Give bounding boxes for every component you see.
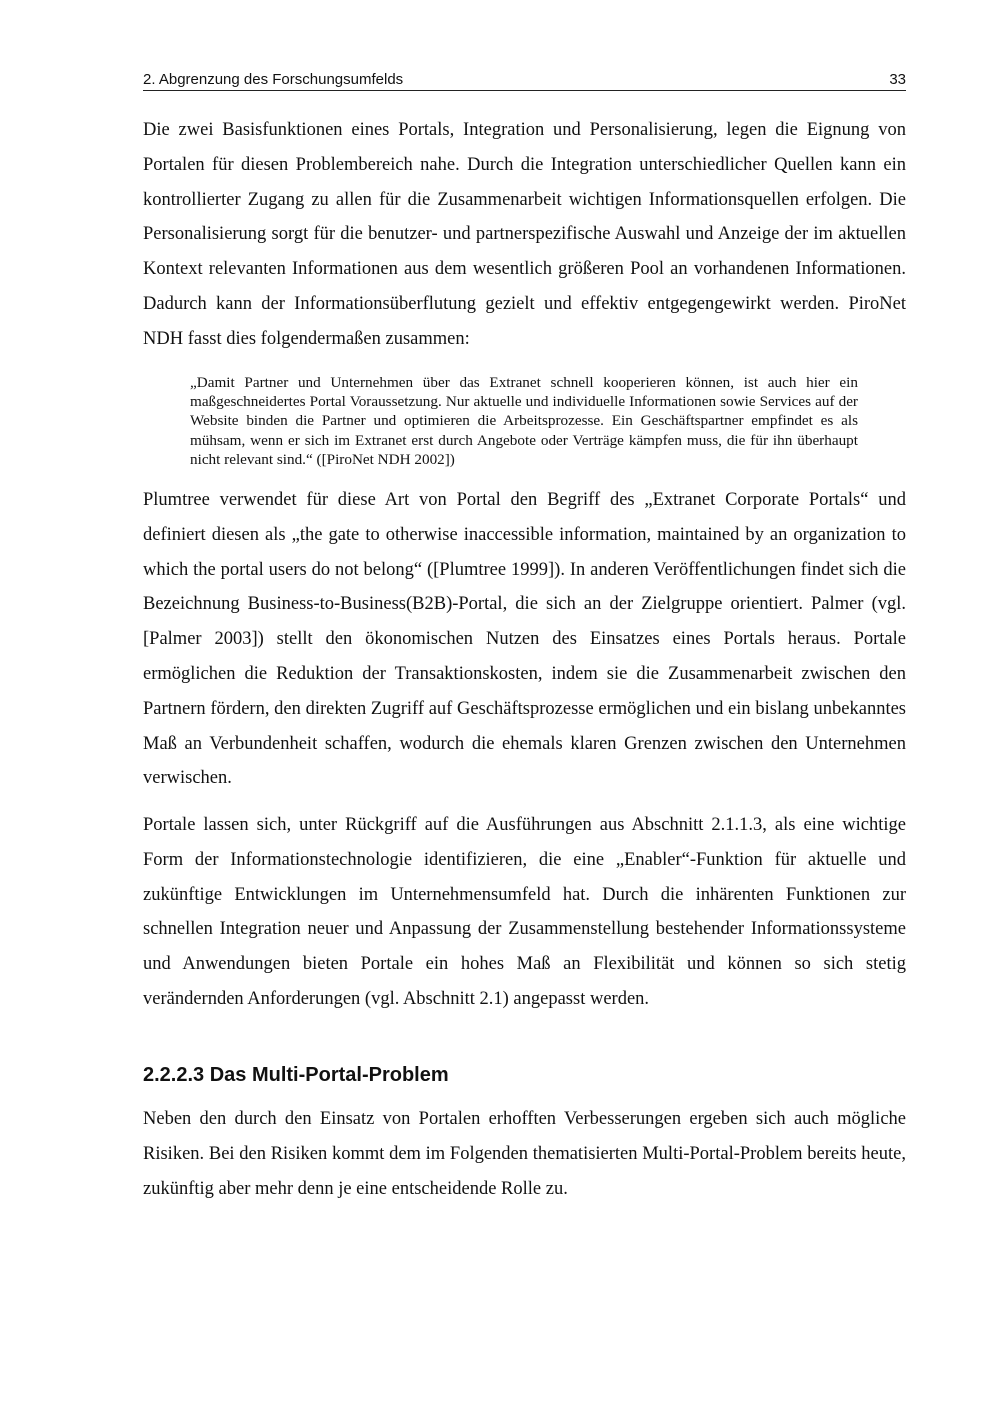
chapter-title: 2. Abgrenzung des Forschungsumfelds bbox=[143, 71, 404, 88]
block-quote-pironet: „Damit Partner und Unternehmen über das Extranet schnell kooperieren können, ist auch hier ein maßgeschneidertes Portal Voraussetzung. Nur aktuelle und individuelle Informationen sowie Services auf der Website binden die Partner und optimieren die Arbeitsprozesse. Ein Geschäftspartner empfindet es als mühsam, wenn er sich im Extranet erst durch Angebote oder Verträge kämpfen muss, die für ihn überhaupt nicht relevant sind.“ ([PiroNet NDH 2002]) bbox=[190, 374, 858, 468]
page-number: 33 bbox=[889, 71, 906, 88]
paragraph-integration-personalization: Die zwei Basisfunktionen eines Portals, Integration und Personalisierung, legen die Eignung von Portalen für diesen Problembereich nahe. Durch die Integration unterschiedlicher Quellen kann ein kontrollierter Zugang zu allen für die Zusammenarbeit wichtigen Informationsquellen erfolgen. Die Personalisierung sorgt für die benutzer- und partnerspezifische Auswahl und Anzeige der im aktuellen Kontext relevanten Informationen aus dem wesentlich größeren Pool an vorhandenen Informationen. Dadurch kann der Informationsüberflutung gezielt und effektiv entgegengewirkt werden. PiroNet NDH fasst dies folgendermaßen zusammen: bbox=[143, 120, 906, 349]
paragraph-multi-portal-risks: Neben den durch den Einsatz von Portalen erhofften Verbesserungen ergeben sich auch mögliche Risiken. Bei den Risiken kommt dem im Folgenden thematisierten Multi-Portal-Problem bereits heute, zukünftig aber mehr denn je eine entscheidende Rolle zu. bbox=[143, 1109, 906, 1199]
paragraph-enabler-function: Portale lassen sich, unter Rückgriff auf die Ausführungen aus Abschnitt 2.1.1.3, als eine wichtige Form der Informationstechnologie identifizieren, die eine „Enabler“-Funktion für aktuelle und zukünftige Entwicklungen im Unternehmensumfeld hat. Durch die inhärenten Funktionen zur schnellen Integration neuer und Anpassung der Zusammenstellung bestehender Informationssysteme und Anwendungen bieten Portale ein hohes Maß an Flexibilität und können so sich stetig verändernden Anforderungen (vgl. Abschnitt 2.1) angepasst werden. bbox=[143, 815, 906, 1009]
section-heading: 2.2.2.3 Das Multi-Portal-Problem bbox=[143, 1064, 449, 1086]
document-page bbox=[143, 0, 906, 1415]
paragraph-extranet-portals: Plumtree verwendet für diese Art von Portal den Begriff des „Extranet Corporate Portals“ und definiert diesen als „the gate to otherwise inaccessible information, maintained by an organization to which the portal users do not belong“ ([Plumtree 1999]). In anderen Veröffentlichungen findet sich die Bezeichnung Business-to-Business(B2B)-Portal, die sich an der Zielgruppe orientiert. Palmer (vgl. [Palmer 2003]) stellt den ökonomischen Nutzen des Einsatzes eines Portals heraus. Portale ermöglichen die Reduktion der Transaktionskosten, indem sie die Zusammenarbeit zwischen den Partnern fördern, den direkten Zugriff auf Geschäftsprozesse ermöglichen und ein bislang unbekanntes Maß an Verbundenheit schaffen, wodurch die ehemals klaren Grenzen zwischen den Unternehmen verwischen. bbox=[143, 490, 906, 789]
running-header bbox=[143, 68, 906, 91]
